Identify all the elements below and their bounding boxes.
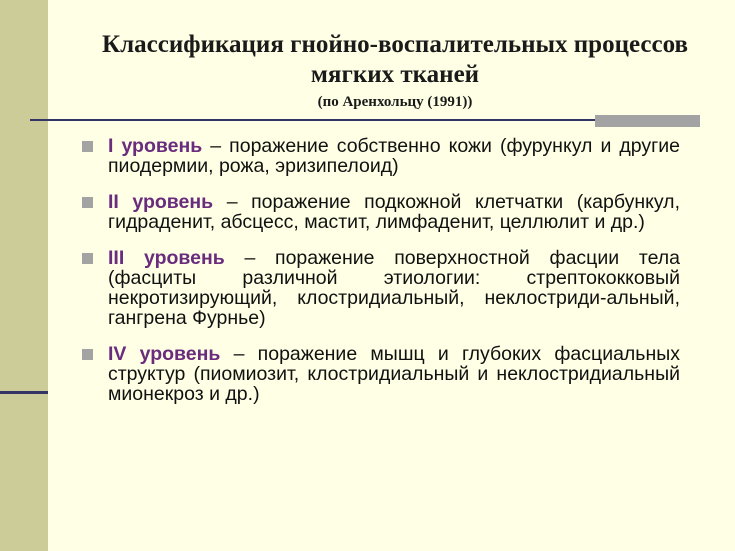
square-bullet-icon [82, 349, 93, 360]
list-item [82, 192, 680, 232]
level-description: – поражение собственно кожи (фурункул и другие пиодермии, рожа, эризипелоид) [108, 135, 681, 177]
square-bullet-icon [82, 141, 93, 152]
level-label: III уровень [108, 247, 225, 269]
list-item [82, 136, 680, 176]
level-description: – поражение подкожной клетчатки (карбункул, гидраденит, абсцесс, мастит, лимфаденит, целлюлит и др.) [108, 191, 680, 233]
classification-list [82, 136, 680, 420]
title-main: Классификация гнойно-воспалительных процессов мягких тканей [102, 31, 688, 88]
title-source: (по Аренхольцу (1991)) [317, 94, 473, 110]
level-description: – поражение поверхностной фасции тела (фасциты различной этиологии: стрептококковый некротизирующий, клостридиальный, неклостриди-альный, гангрена Фурнье) [108, 247, 680, 329]
slide-title [70, 30, 720, 112]
square-bullet-icon [82, 253, 93, 264]
sidebar-divider [0, 391, 48, 394]
title-underline-accent [595, 115, 700, 127]
left-sidebar-band [0, 0, 48, 551]
level-label: II уровень [108, 191, 214, 213]
title-underline [30, 119, 595, 121]
list-item [82, 248, 680, 328]
square-bullet-icon [82, 197, 93, 208]
list-item [82, 344, 680, 404]
level-label: IV уровень [108, 343, 221, 365]
level-description: – поражение мышц и глубоких фасциальных структур (пиомиозит, клостридиальный и неклостридиальный мионекроз и др.) [108, 343, 681, 405]
level-label: I уровень [108, 135, 203, 157]
